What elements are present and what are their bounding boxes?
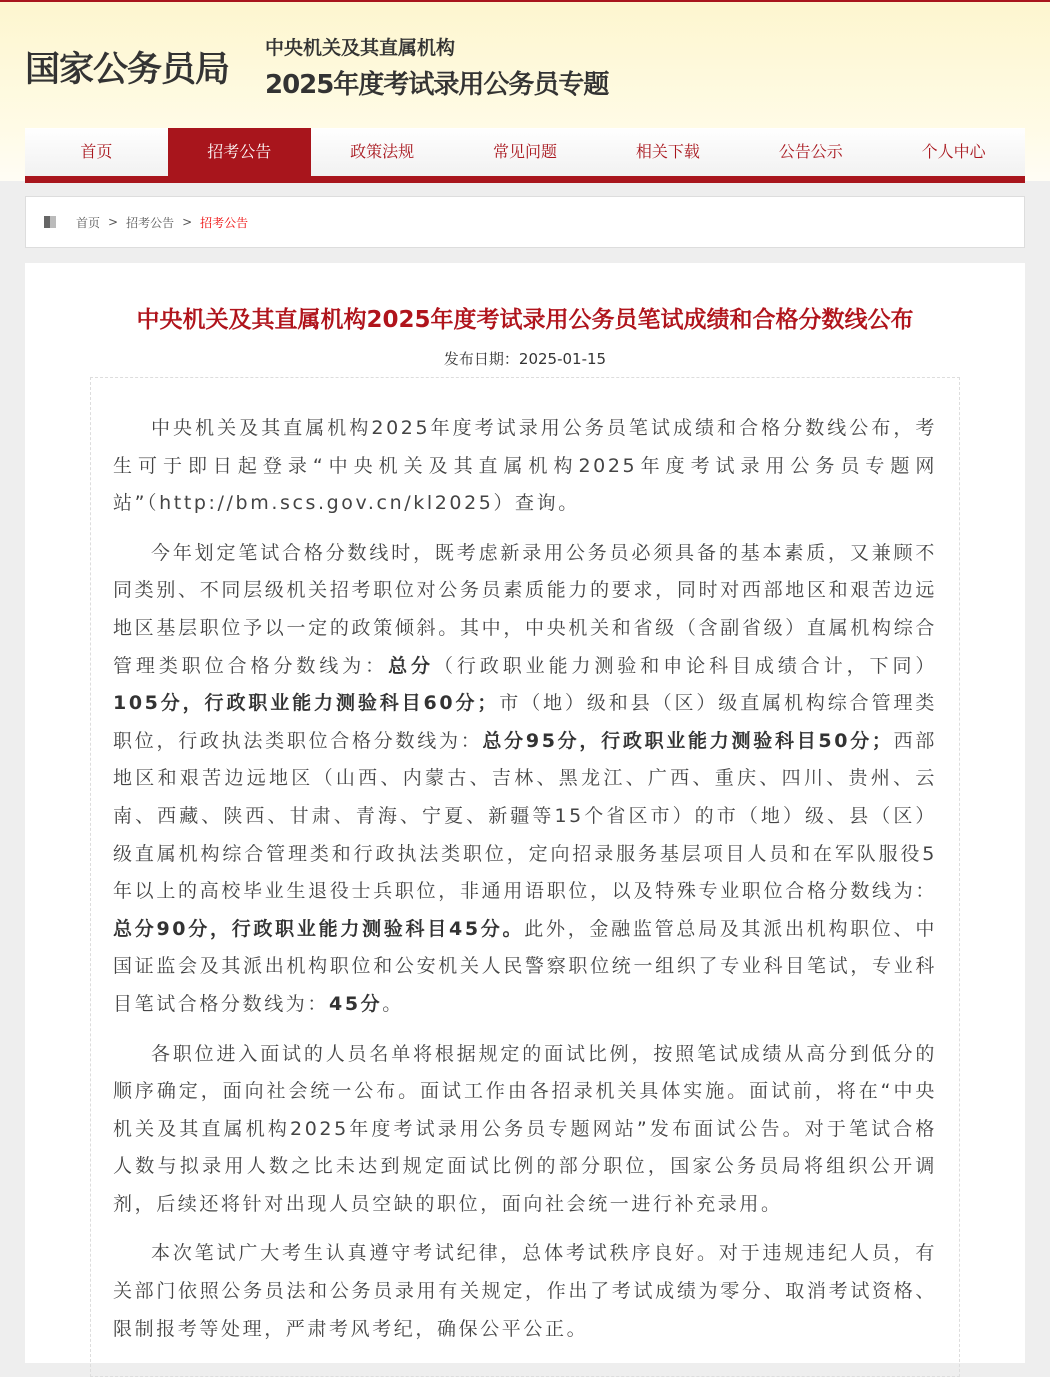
nav-personal-center[interactable]: 个人中心 — [921, 142, 986, 161]
paragraph-4: 本次笔试广大考生认真遵守考试纪律，总体考试秩序良好。对于违规违纪人员，有关部门依照公务员法和公务员录用有关规定，作出了考试成绩为零分、取消考试资格、限制报考等处理，严肃考风考纪，确保公平公正。 — [113, 1242, 937, 1340]
paragraph-1: 中央机关及其直属机构2025年度考试录用公务员笔试成绩和合格分数线公布，考生可于即日起登录“中央机关及其直属机构2025年度考试录用公务员专题网站”（http://bm.scs.gov.cn/kl2025）查询。 — [113, 417, 937, 515]
breadcrumb-home[interactable]: 首页 — [76, 215, 101, 230]
nav-policies[interactable]: 政策法规 — [350, 142, 415, 161]
article — [25, 263, 1025, 1363]
publish-date: 发布日期：2025-01-15 — [443, 350, 607, 368]
paragraph-3: 各职位进入面试的人员名单将根据规定的面试比例，按照笔试成绩从高分到低分的顺序确定，面向社会统一公布。面试工作由各招录机关具体实施。面试前，将在“中央机关及其直属机构2025年度考试录用公务员专题网站”发布面试公告。对于笔试合格人数与拟录用人数之比未达到规定面试比例的部分职位，国家公务员局将组织公开调剂，后续还将针对出现人员空缺的职位，面向社会统一进行补充录用。 — [113, 1042, 937, 1215]
main-nav — [25, 128, 1025, 183]
breadcrumb-current[interactable]: 招考公告 — [200, 215, 249, 230]
breadcrumb — [25, 196, 1025, 248]
site-logo[interactable]: 国家公务员局 — [25, 50, 230, 90]
header-subtitle: 中央机关及其直属机构 — [265, 37, 456, 59]
bold-segment: 总分 — [388, 654, 434, 677]
bold-segment: 45分 — [329, 992, 383, 1015]
nav-home[interactable]: 首页 — [80, 142, 113, 161]
paragraph-2 — [113, 535, 937, 1024]
text-segment: 西部地区和艰苦边远地区（山西、内蒙古、吉林、黑龙江、广西、重庆、四川、贵州、云南、西藏、陕西、甘肃、青海、宁夏、新疆等15个省区市）的市（地）级、县（区）级直属机构综合管理类和行政执法类职位，定向招录服务基层项目人员和在军队服役5年以上的高校毕业生退役士兵职位，非通用语职位，以及特殊专业职位合格分数线为： — [113, 729, 937, 903]
location-icon — [44, 216, 56, 228]
bold-segment: 总分95分，行政职业能力测验科目50分； — [482, 729, 894, 752]
nav-notices[interactable]: 公告公示 — [778, 142, 843, 161]
site-header — [0, 0, 1050, 181]
nav-faq[interactable]: 常见问题 — [493, 142, 558, 161]
bold-segment: 105分，行政职业能力测验科目60分； — [113, 692, 499, 715]
header-title: 2025年度考试录用公务员专题 — [265, 70, 609, 100]
text-segment: 市（地）级和县（区）级直属机构综合管理类职位，行政执法类职位合格分数线为： — [113, 692, 937, 752]
bold-segment: 总分90分，行政职业能力测验科目45分。 — [113, 917, 525, 940]
text-segment: 今年划定笔试合格分数线时，既考虑新录用公务员必须具备的基本素质，又兼顾不同类别、不同层级机关招考职位对公务员素质能力的要求，同时对西部地区和艰苦边远地区基层职位予以一定的政策倾斜。其中，中央机关和省级（含副省级）直属机构综合管理类职位合格分数线为： — [113, 541, 937, 677]
article-body — [90, 377, 960, 1377]
article-title: 中央机关及其直属机构2025年度考试录用公务员笔试成绩和合格分数线公布 — [136, 307, 914, 333]
text-segment: 此外，金融监管总局及其派出机构职位、中国证监会及其派出机构职位和公安机关人民警察职位统一组织了专业科目笔试，专业科目笔试合格分数线为： — [113, 917, 937, 1015]
text-segment: 。 — [382, 992, 404, 1015]
breadcrumb-separator: > — [108, 215, 119, 229]
text-segment: （行政职业能力测验和申论科目成绩合计，下同） — [433, 654, 938, 677]
breadcrumb-announcements[interactable]: 招考公告 — [126, 215, 175, 230]
breadcrumb-separator: > — [182, 215, 193, 229]
nav-announcements[interactable]: 招考公告 — [168, 128, 311, 176]
nav-downloads[interactable]: 相关下载 — [635, 142, 700, 161]
